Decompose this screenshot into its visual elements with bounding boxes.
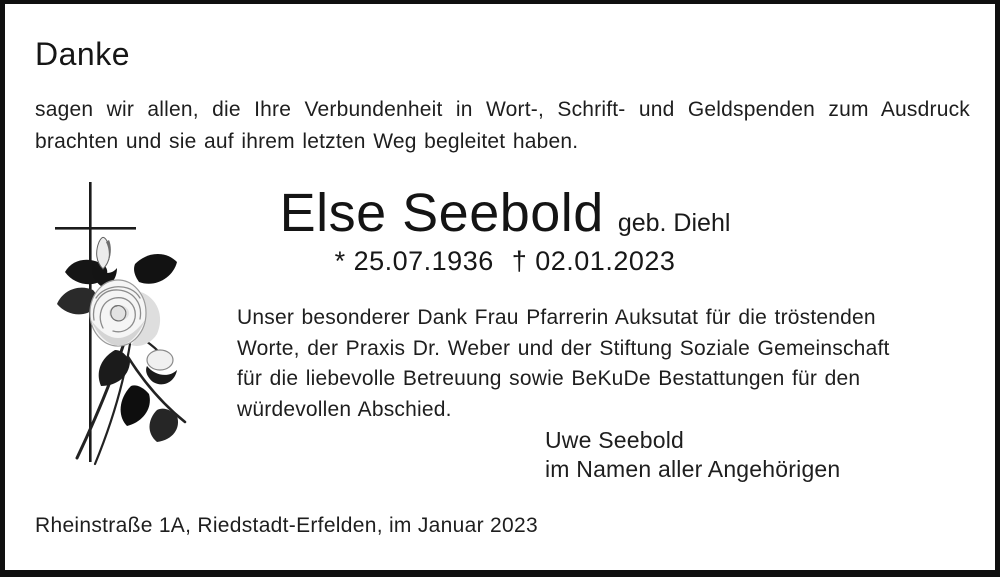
- thanks-line-3: für die liebevolle Betreuung sowie BeKuDe Bestattungen für den: [237, 367, 861, 390]
- signature-name: Uwe Seebold: [545, 427, 685, 453]
- intro-line-2: brachten und sie auf ihrem letzten Weg begleitet haben.: [35, 129, 579, 153]
- thanks-line-1: Unser besonderer Dank Frau Pfarrerin Auksutat für die tröstenden: [237, 306, 876, 329]
- signature-block: [545, 426, 840, 484]
- maiden-name: geb. Diehl: [617, 209, 731, 237]
- page-title: Danke: [35, 36, 130, 72]
- birth-date: * 25.07.1936: [334, 246, 494, 276]
- life-dates: [10, 246, 1000, 276]
- thanks-line-2: Worte, der Praxis Dr. Weber und der Stiftung Soziale Gemeinschaft: [237, 336, 890, 360]
- intro-paragraph: [35, 94, 970, 157]
- signature-on-behalf: im Namen aller Angehörigen: [545, 456, 841, 482]
- thanks-line-4: würdevollen Abschied.: [237, 397, 452, 421]
- thanks-paragraph: [237, 303, 890, 425]
- death-date: † 02.01.2023: [511, 246, 676, 276]
- intro-line-1: sagen wir allen, die Ihre Verbundenheit in Wort-, Schrift- und Geldspenden zum Ausdruck: [35, 98, 970, 121]
- footer-address: Rheinstraße 1A, Riedstadt-Erfelden, im Januar 2023: [35, 514, 538, 537]
- deceased-name: Else Seebold: [279, 183, 604, 243]
- deceased-name-row: [10, 183, 1000, 254]
